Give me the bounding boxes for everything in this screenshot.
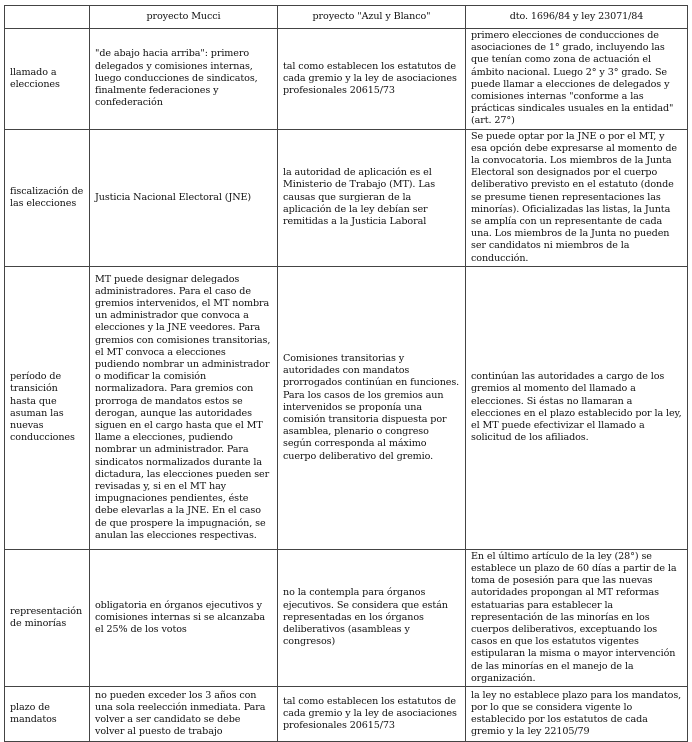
- cell-azul-blanco: tal como establecen los estatutos de cada gremio y la ley de asociaciones profesionales 20615/73: [278, 29, 466, 130]
- comparison-table: [4, 5, 688, 742]
- cell-decreto: primero elecciones de conducciones de asociaciones de 1° grado, incluyendo las que tenían como zona de actuación el ámbito nacional. Luego 2° y 3° grado. Se puede llamar a elecciones de delegados y comisiones internas "conforme a las prácticas sindicales usuales en la entidad" (art. 27°): [466, 29, 688, 130]
- cell-decreto: la ley no establece plazo para los mandatos, por lo que se considera vigente lo establecido por los estatutos de cada gremio y la ley 22105/79: [466, 687, 688, 742]
- row-label: fiscalización de las elecciones: [5, 129, 90, 266]
- cell-mucci: Justicia Nacional Electoral (JNE): [90, 129, 278, 266]
- row-label: representación de minorías: [5, 549, 90, 686]
- table-row: [5, 549, 688, 686]
- cell-mucci: obligatoria en órganos ejecutivos y comisiones internas si se alcanzaba el 25% de los votos: [90, 549, 278, 686]
- header-empty: [5, 6, 90, 29]
- cell-mucci: "de abajo hacia arriba": primero delegados y comisiones internas, luego conducciones de sindicatos, finalmente federaciones y confederación: [90, 29, 278, 130]
- header-azul-blanco: proyecto "Azul y Blanco": [278, 6, 466, 29]
- cell-mucci: no pueden exceder los 3 años con una sola reelección inmediata. Para volver a ser candidato se debe volver al puesto de trabajo: [90, 687, 278, 742]
- table-row: [5, 129, 688, 266]
- header-mucci: proyecto Mucci: [90, 6, 278, 29]
- cell-decreto: continúan las autoridades a cargo de los gremios al momento del llamado a elecciones. Si éstas no llamaran a elecciones en el plazo establecido por la ley, el MT puede efectivizar el llamado a solicitud de los afiliados.: [466, 266, 688, 549]
- table-row: [5, 29, 688, 130]
- table-row: [5, 687, 688, 742]
- header-decreto: dto. 1696/84 y ley 23071/84: [466, 6, 688, 29]
- cell-azul-blanco: no la contempla para órganos ejecutivos. Se considera que están representadas en los órganos deliberativos (asambleas y congresos): [278, 549, 466, 686]
- cell-azul-blanco: la autoridad de aplicación es el Ministerio de Trabajo (MT). Las causas que surgieran de la aplicación de la ley debían ser remitidas a la Justicia Laboral: [278, 129, 466, 266]
- header-row: [5, 6, 688, 29]
- cell-azul-blanco: tal como establecen los estatutos de cada gremio y la ley de asociaciones profesionales 20615/73: [278, 687, 466, 742]
- cell-decreto: Se puede optar por la JNE o por el MT, y esa opción debe expresarse al momento de la convocatoria. Los miembros de la Junta Electoral son designados por el cuerpo deliberativo previsto en el estatuto (donde se presume tienen representaciones las minorías). Oficializadas las listas, la Junta se amplía con un representante de cada una. Los miembros de la Junta no pueden ser candidatos ni miembros de la conducción.: [466, 129, 688, 266]
- cell-azul-blanco: Comisiones transitorias y autoridades con mandatos prorrogados continúan en funciones. Para los casos de los gremios aun intervenidos se proponía una comisión transitoria dispuesta por asamblea, plenario o congreso según corresponda al máximo cuerpo deliberativo del gremio.: [278, 266, 466, 549]
- row-label: llamado a elecciones: [5, 29, 90, 130]
- row-label: período de transición hasta que asuman las nuevas conducciones: [5, 266, 90, 549]
- cell-mucci: MT puede designar delegados administradores. Para el caso de gremios intervenidos, el MT nombra un administrador que convoca a elecciones y la JNE veedores. Para gremios con comisiones transitorias, el MT convoca a elecciones pudiendo nombrar un administrador o modificar la comisión normalizadora. Para gremios con prorroga de mandatos estos se derogan, aunque las autoridades siguen en el cargo hasta que el MT llame a elecciones, pudiendo nombrar un administrador. Para sindicatos normalizados durante la dictadura, las elecciones pueden ser revisadas y, si en el MT hay impugnaciones pendientes, éste debe elevarlas a la JNE. En el caso de que prospere la impugnación, se anulan las elecciones respectivas.: [90, 266, 278, 549]
- row-label: plazo de mandatos: [5, 687, 90, 742]
- cell-decreto: En el último artículo de la ley (28°) se establece un plazo de 60 días a partir de la toma de posesión para que las nuevas autoridades propongan al MT reformas estatuarias para establecer la representación de las minorías en los cuerpos deliberativos, exceptuando los casos en que los estatutos vigentes estipularan la misma o mayor intervención de las minorías en el manejo de la organización.: [466, 549, 688, 686]
- table-row: [5, 266, 688, 549]
